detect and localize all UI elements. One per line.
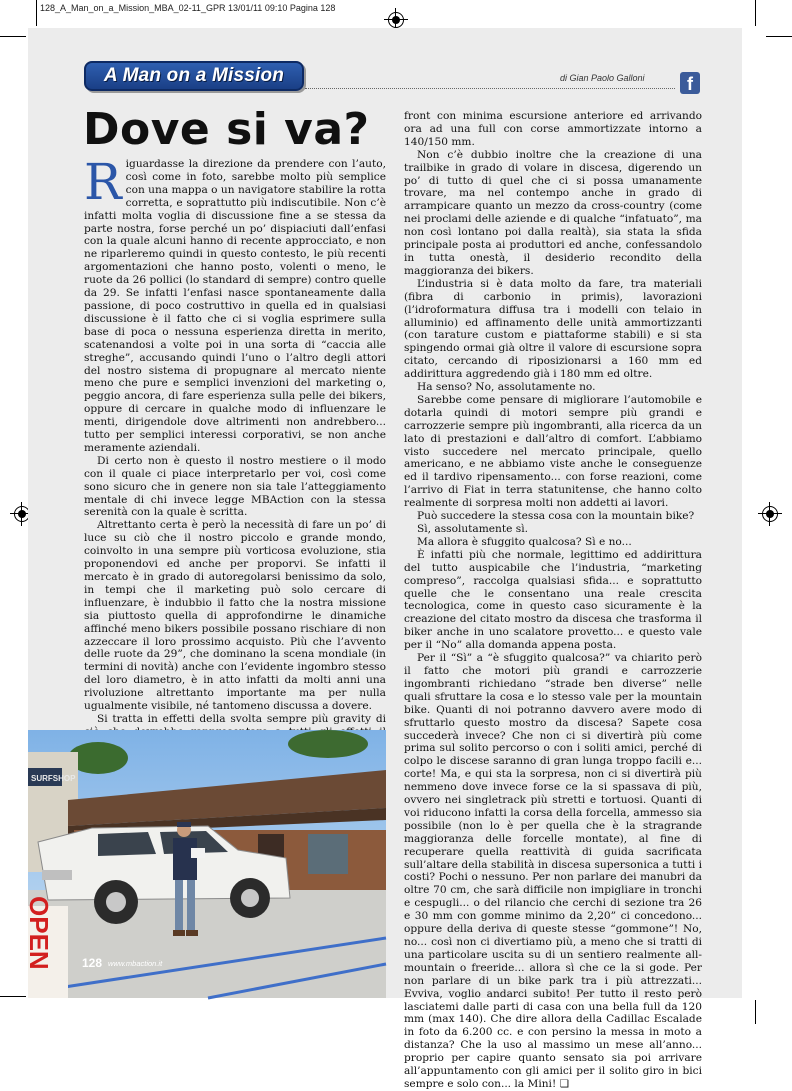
crop-mark <box>36 0 37 26</box>
paragraph: Può succedere la stessa cosa con la mountain bike? <box>417 510 695 523</box>
crop-mark <box>755 1000 756 1024</box>
paragraph: È infatti più che normale, legittimo ed addirittura del tutto auspicabile che l’industria, “marketing compreso”, raccolga qualsiasi sfida... e soprattutto quelle che le consentano una reale crescita tecnologica, come in questo caso sicuramente è la creazione del citato mostro da discesa che trasforma il biker anche in uno scalatore provetto... e questo vale per il “No” alla domanda appena posta. <box>404 548 702 652</box>
footer-url[interactable]: www.mbaction.it <box>108 959 163 968</box>
crop-mark <box>0 36 26 37</box>
section-title: A Man on a Mission <box>103 65 285 86</box>
header-rule <box>305 88 675 89</box>
paragraph: Sarebbe come pensare di migliorare l’automobile e dotarla quindi di motori sempre più grandi e carrozzerie sempre più ingombranti, alla ricerca da un lato di prestazioni e dall’altro di comfort. L’abbiamo visto succedere nel mercato principale, quello americano, e ne abbiamo viste anche le conseguenze ed il tardivo ripensamento... con forse reazioni, come l’arrivo di Fiat in terra statunitense, che hanno colto realmente di sorpresa molti non addetti ai lavori. <box>404 393 702 510</box>
crop-mark <box>766 36 792 37</box>
page-number: 128 <box>82 956 103 970</box>
paragraph: Sì, assolutamente sì. <box>417 523 528 535</box>
shop-sign-text: SURFSHOP <box>31 774 76 783</box>
article-column-left <box>84 153 386 829</box>
crop-mark <box>755 0 756 26</box>
author-byline: di Gian Paolo Galloni <box>560 73 645 83</box>
article-column-right <box>404 110 702 1091</box>
paragraph: iguardasse la direzione da prendere con l’auto, così come in foto, sarebbe molto più semplice con una mappa o un navigatore stabilire la rotta corretta, e soprattutto più indiscutibile. Non c’è infatti molta voglia di discussione fine a se stessa da parte nostra, forse perché un po’ dispiaciuti dall’enfasi con la quale alcuni hanno di recente approcciato, e non ne riparleremo quindi in questo contesto, le più recenti argomentazioni che hanno posto, volenti o meno, le ruote da 26 pollici (lo standard di sempre) contro quelle da 29. Se infatti l’enfasi nasce spontaneamente dalla passione, di poco costruttivo in quella ed in qualsiasi discussione è il fatto che ci si voglia esprimere sulla base di poca o nessuna esperienza diretta in merito, scatenandosi a volte poi in una sorta di “caccia alle streghe”, accusando quindi l’uno o l’altro degli attori del nostro sistema di propugnare al mercato niente meno che pure e semplici invenzioni del marketing o, peggio ancora, di fare esperienza sulla pelle dei bikers, oppure di cercare in qualche modo di influenzare le menti, dirigendole dove altrimenti non andrebbero... tutto per semplici interessi corporativi, se non anche meramente aziendali. <box>84 158 386 454</box>
section-header <box>84 61 304 91</box>
article-title: Dove si va? <box>83 104 370 155</box>
paragraph: front con minima escursione anteriore ed arrivando ora ad una full con corse ammortizzate intorno a 140/150 mm. <box>404 110 702 148</box>
drop-cap: R <box>84 153 122 211</box>
paragraph: L’industria si è data molto da fare, tra materiali (fibra di carbonio in primis), lavorazioni (l’idroformatura diffusa tra i modelli con telaio in alluminio) ed affinamento delle unità ammortizzanti (con tarature custom e piattaforme stabili) e si sta spingendo ormai già oltre il valore di escursione sopra citato, cercando di riposizionarsi a 160 mm ed addirittura aggredendo già i 180 mm ed oltre. <box>404 277 702 381</box>
open-sign-text: OPEN <box>24 896 54 970</box>
registration-mark <box>762 506 778 522</box>
paragraph: Per il “Sì” a “è sfuggito qualcosa?” va chiarito però il fatto che motori più grandi e carrozzerie ingombranti richiedano “strade ben diverse” nelle quali sfruttare la cosa e lo stesso vale per la mountain bike. Quanti di noi potranno davvero avere modo di sfruttarlo questo mostro da discesa? Sapete cosa succederà invece? Che non ci si divertirà più come prima sul solito percorso o con i soliti amici, perché di colpo le discese saranno di gran lunga troppo facili e... corte! Ma, e qui sta la sorpresa, non ci si divertirà più nemmeno dove invece forse ce la si spassava di più, ovvero nei singletrack più stretti e tortuosi. Quanti di voi riducono infatti la corsa della forcella, ammesso sia possibile (non lo è per quella che è la stragrande maggioranza delle forcelle montate), al fine di recuperare quella reattività di guida sacrificata sull’altare della stabilità in discesa supersonica a tutti i costi? Pochi o nessuno. Per non parlare dei manubri da oltre 70 cm, che sarà difficile non impigliare in tronchi e cespugli... o del rilancio che cerchi di sezione tra 26 e 30 mm con gomme minimo da 2,20” ci concedono... oppure della deriva di queste stesse “gommone”! No, no... così non ci divertiamo più, a meno che si tratti di una particolare uscita su di un sentiero realmente all-mountain o freeride... allora sì che ce la si gode. Per non parlare di un bike park tra i più attrezzati... Evviva, voglio andarci subito! Per tutto il resto però lasciatemi dalle parti di casa con una bella full da 120 mm (max 140). Che dire allora della Cadillac Escalade in foto da 6.200 cc. e con persino la messa in moto a distanza? Che la uso al massimo un mese all’anno... proprio per capire quanto sensato sia poi arrivare all’appuntamento con gli amici per il solito giro in bici sempre e solo con... la Mini! ❏ <box>404 652 702 1090</box>
crop-mark <box>0 996 26 997</box>
paragraph: Si tratta in effetti della svolta sempre più gravity di <box>97 712 386 725</box>
paragraph: Ma allora è sfuggito qualcosa? Sì e no... <box>417 535 632 548</box>
paragraph: Di certo non è questo il nostro mestiere o il modo con il quale ci piace interpretarlo per voi, così come sono sicuro che in genere non sia tale l’atteggiamento mentale di chi invece legge MBAction con la stessa serenità con la quale è scritta. <box>84 454 386 519</box>
registration-mark <box>388 12 404 28</box>
paragraph: Ha senso? No, assolutamente no. <box>417 381 596 394</box>
paragraph: Altrettanto certa è però la necessità di fare un po’ di luce su ciò che il nostro piccolo e grande mondo, coinvolto in una sempre più vorticosa evoluzione, stia proponendovi ed anche per proporvi. Se infatti il mercato è in grado di autoregolarsi benissimo da solo, in tempi che il marketing può solo cercare di influenzare, è indubbio il fatto che la nostra missione sia piuttosto quella di approfondirne le dinamiche affinché meno bikers possibile possano rischiare di non azzeccare il loro prossimo acquisto. Più che l’avvento delle ruote da 29”, che dominano la scena mondiale (in termini di novità) anche con l’evidente ingombro stesso del loro diametro, è in atto infatti da molti anni una rivoluzione altrettanto importante ma per nulla ugualmente visibile, né tantomeno discussa a dovere. <box>84 519 386 713</box>
print-slug: 128_A_Man_on_a_Mission_MBA_02-11_GPR 13/01/11 09:10 Pagina 128 <box>40 3 336 13</box>
paragraph: Non c’è dubbio inoltre che la creazione di una trailbike in grado di volare in discesa, digerendo un po’ di tutto di quel che ci si possa umanamente trovare, ma nel contempo anche in grado di arrampicare quanto un mezzo da cross-country (come nei proclami delle aziende e di qualche “infatuato”, ma non così lontano poi dalla realtà), sia stata la sfida principale posta ai produttori ed anche, confessandolo in tutta onestà, il desiderio recondito della maggioranza dei bikers. <box>404 148 702 277</box>
facebook-icon[interactable]: f <box>680 72 700 94</box>
